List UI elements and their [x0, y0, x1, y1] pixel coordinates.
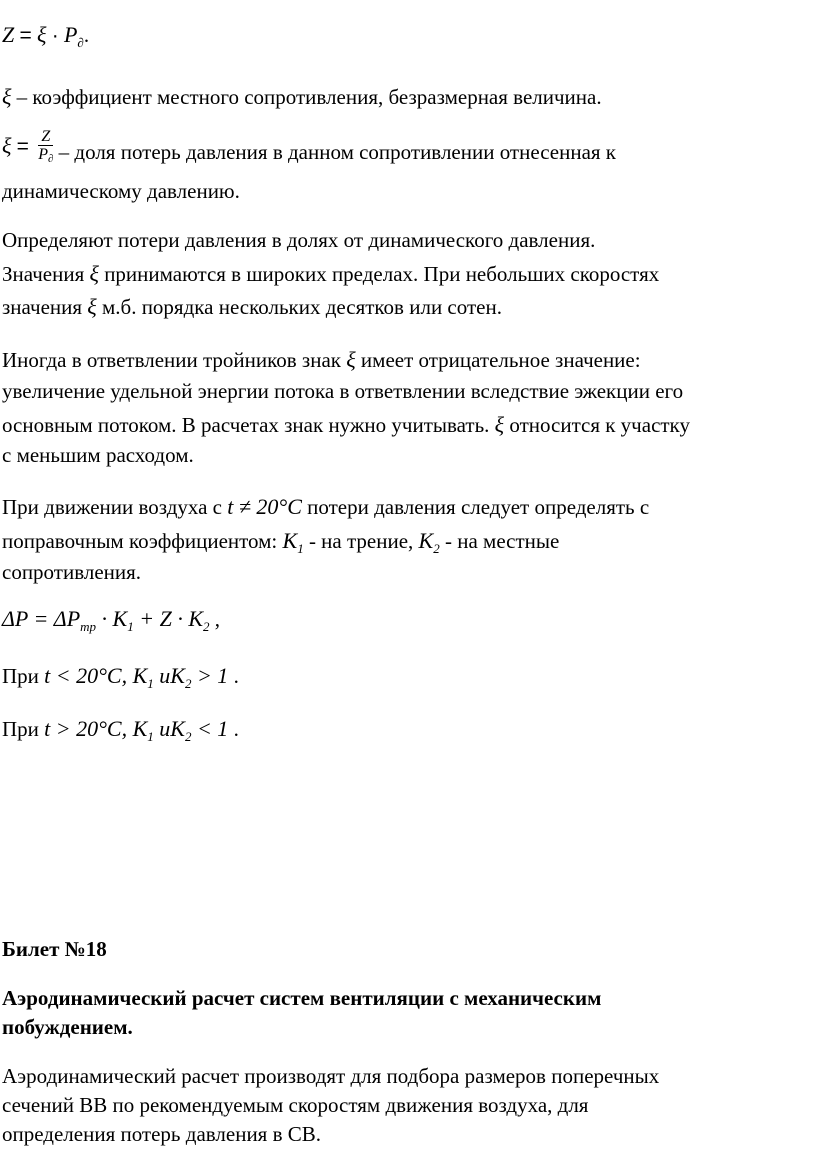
paragraph-text: определения потерь давления в СВ.	[2, 1122, 322, 1146]
formula-z: $Z = \xi \cdot P_\partial$.	[2, 22, 90, 50]
formula-delta-p: $\Delta P = \Delta P_{тр} \cdot K_1 + Z \cdot K_2$ ,	[2, 606, 220, 634]
ticket-title: Билет №18	[2, 937, 107, 961]
formula-condition-high: При t > 20°C, $K_1$ $uK_2 < 1$ .	[2, 716, 239, 744]
paragraph-text: сечений ВВ по рекомендуемым скоростям движения воздуха, для	[2, 1093, 589, 1117]
section-heading: Аэродинамический расчет систем вентиляции с механическим	[2, 986, 602, 1010]
xi-definition: ξ – коэффициент местного сопротивления, безразмерная величина.	[2, 84, 602, 109]
paragraph-text: динамическому давлению.	[2, 179, 240, 203]
paragraph-text: с меньшим расходом.	[2, 443, 194, 467]
formula-condition-low: При t < 20°C, $K_1$ $uK_2 > 1$ .	[2, 663, 239, 691]
paragraph-text: значения ξ м.б. порядка нескольких десятков или сотен.	[2, 294, 502, 319]
paragraph-text: поправочным коэффициентом: $K_1$ - на трение, $K_2$ - на местные	[2, 528, 560, 556]
section-heading: побуждением.	[2, 1015, 133, 1039]
paragraph-text: Иногда в ответвлении тройников знак ξ имеет отрицательное значение:	[2, 347, 641, 372]
paragraph-text: основным потоком. В расчетах знак нужно учитывать. ξ относится к участку	[2, 412, 690, 437]
paragraph-text: При движении воздуха с t ≠ 20°C потери давления следует определять с	[2, 494, 650, 519]
paragraph-text: увеличение удельной энергии потока в ответвлении вследствие эжекции его	[2, 379, 684, 403]
fraction: $\frac{Z}{P_\partial}$	[38, 128, 54, 165]
paragraph-text: Определяют потери давления в долях от динамического давления.	[2, 228, 596, 252]
xi-fraction-line: ξ = $\frac{Z}{P_\partial}$ – доля потерь давления в данном сопротивлении отнесенная к	[2, 128, 616, 168]
paragraph-text: Аэродинамический расчет производят для подбора размеров поперечных	[2, 1064, 660, 1088]
paragraph-text: Значения ξ принимаются в широких пределах. При небольших скоростях	[2, 261, 660, 286]
paragraph-text: сопротивления.	[2, 560, 142, 584]
